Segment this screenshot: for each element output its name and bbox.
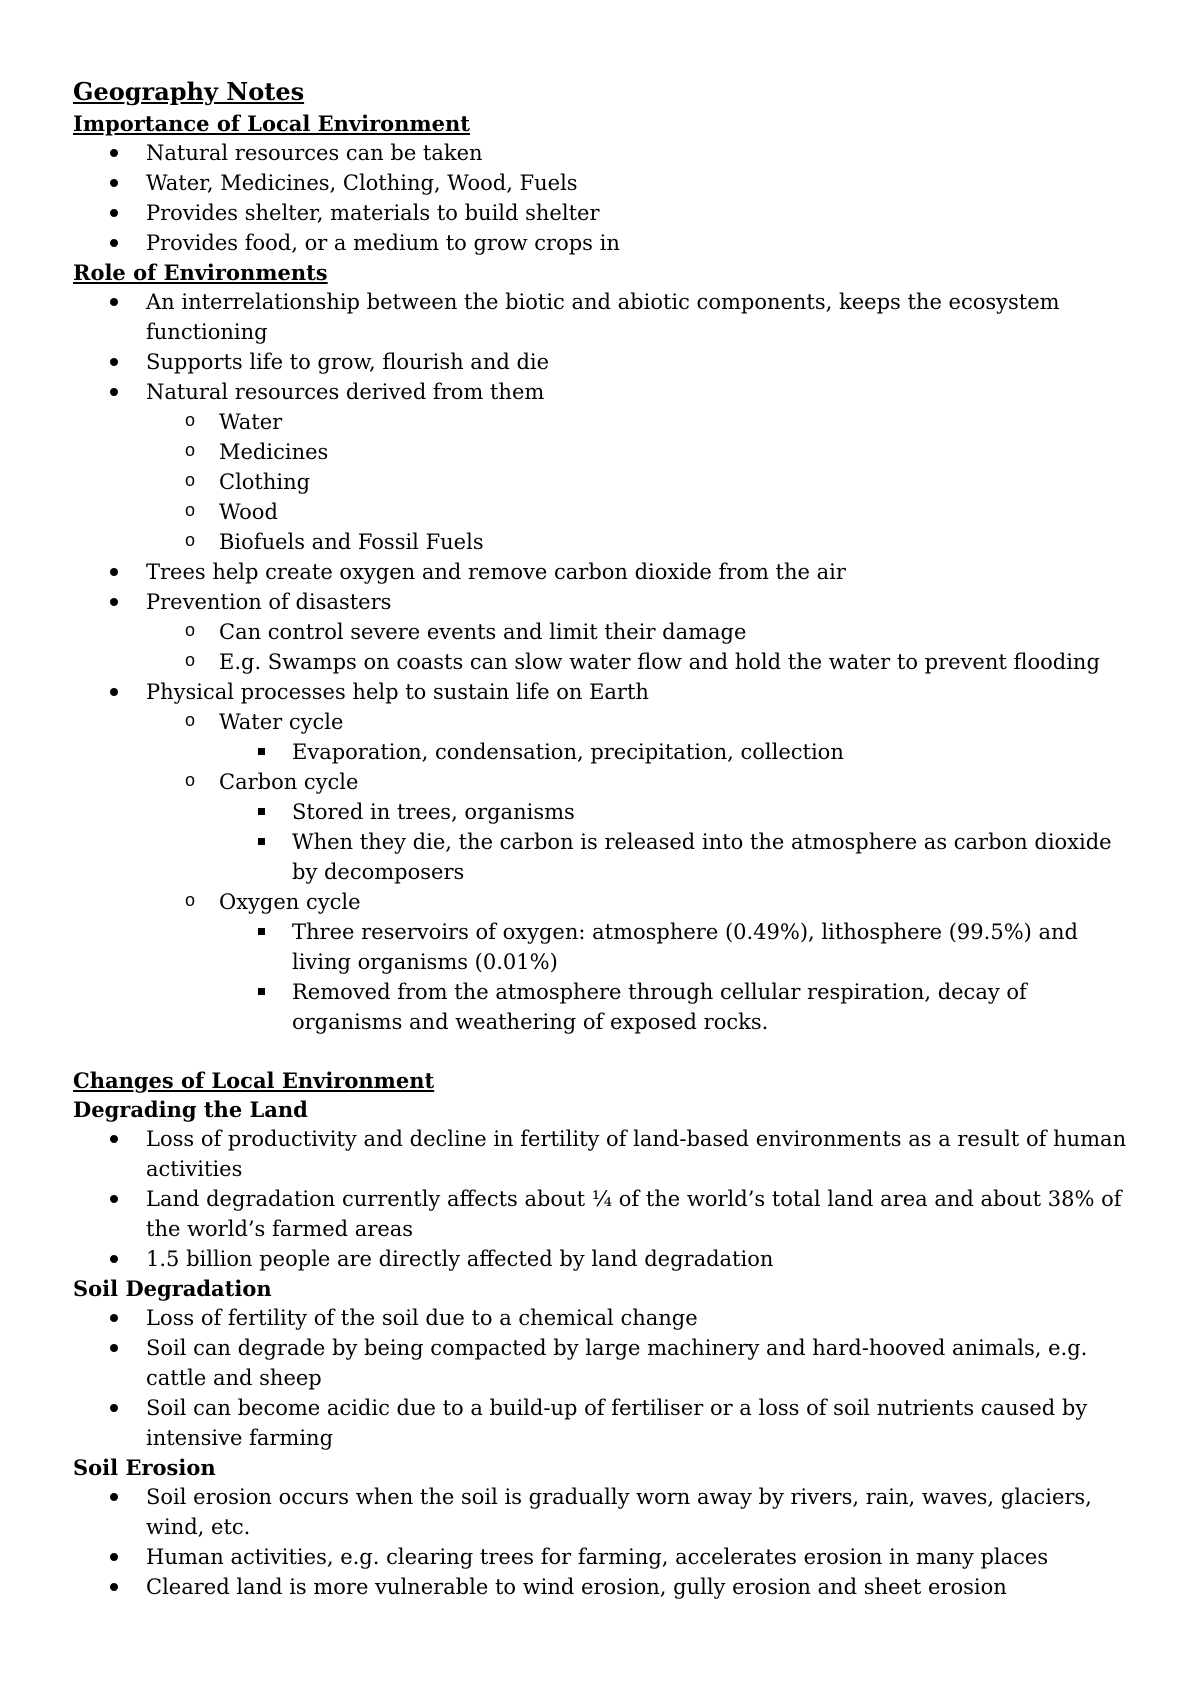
list-item: Soil can become acidic due to a build-up of fertiliser or a loss of soil nutrients caused by intensive farming (73, 1393, 1140, 1453)
spacer (73, 1037, 1140, 1066)
section-heading-importance: Importance of Local Environment (73, 111, 470, 136)
degrading-list (73, 1124, 1140, 1274)
list-item: An interrelationship between the biotic and abiotic components, keeps the ecosystem functioning (73, 287, 1140, 347)
sub-list-item: o Oxygen cycle (73, 887, 1140, 917)
section-heading-changes: Changes of Local Environment (73, 1068, 435, 1093)
list-item: Loss of fertility of the soil due to a chemical change (73, 1303, 1140, 1333)
sub-list-item: o E.g. Swamps on coasts can slow water flow and hold the water to prevent flooding (73, 647, 1140, 677)
sub-list-item: o Water cycle (73, 707, 1140, 737)
list-item: Natural resources derived from them (73, 377, 1140, 407)
page-title: Geography Notes (73, 77, 305, 106)
list-item: Human activities, e.g. clearing trees for farming, accelerates erosion in many places (73, 1542, 1140, 1572)
sub-list-item: o Biofuels and Fossil Fuels (73, 527, 1140, 557)
soil-erosion-list (73, 1482, 1140, 1602)
soil-degradation-list (73, 1303, 1140, 1453)
list-item: Natural resources can be taken (73, 138, 1140, 168)
sub-list-item: o Clothing (73, 467, 1140, 497)
list-item: Cleared land is more vulnerable to wind erosion, gully erosion and sheet erosion (73, 1572, 1140, 1602)
sub-sub-list-item: Removed from the atmosphere through cellular respiration, decay of organisms and weathering of exposed rocks. (73, 977, 1140, 1037)
sub-list-item: o Wood (73, 497, 1140, 527)
sub-list-item: o Carbon cycle (73, 767, 1140, 797)
subheading-soil-erosion: Soil Erosion (73, 1455, 216, 1480)
sub-sub-list-item: Evaporation, condensation, precipitation, collection (73, 737, 1140, 767)
list-item: 1.5 billion people are directly affected by land degradation (73, 1244, 1140, 1274)
list-item: Supports life to grow, flourish and die (73, 347, 1140, 377)
list-item: Physical processes help to sustain life on Earth (73, 677, 1140, 707)
sub-sub-list-item: Stored in trees, organisms (73, 797, 1140, 827)
list-item: Trees help create oxygen and remove carbon dioxide from the air (73, 557, 1140, 587)
sub-list-item: o Medicines (73, 437, 1140, 467)
list-item: Water, Medicines, Clothing, Wood, Fuels (73, 168, 1140, 198)
list-item: Provides food, or a medium to grow crops in (73, 228, 1140, 258)
list-item: Provides shelter, materials to build shelter (73, 198, 1140, 228)
sub-sub-list-item: When they die, the carbon is released into the atmosphere as carbon dioxide by decomposers (73, 827, 1140, 887)
subheading-soil-degradation: Soil Degradation (73, 1276, 272, 1301)
role-list (73, 287, 1140, 1037)
sub-list-item: o Water (73, 407, 1140, 437)
sub-sub-list-item: Three reservoirs of oxygen: atmosphere (0.49%), lithosphere (99.5%) and living organisms (0.01%) (73, 917, 1140, 977)
list-item: Prevention of disasters (73, 587, 1140, 617)
importance-list (73, 138, 1140, 258)
list-item: Land degradation currently affects about ¼ of the world’s total land area and about 38% of the world’s farmed areas (73, 1184, 1140, 1244)
section-heading-role: Role of Environments (73, 260, 328, 285)
subheading-degrading-land: Degrading the Land (73, 1097, 308, 1122)
list-item: Soil erosion occurs when the soil is gradually worn away by rivers, rain, waves, glaciers, wind, etc. (73, 1482, 1140, 1542)
list-item: Loss of productivity and decline in fertility of land-based environments as a result of human activities (73, 1124, 1140, 1184)
sub-list-item: o Can control severe events and limit their damage (73, 617, 1140, 647)
list-item: Soil can degrade by being compacted by large machinery and hard-hooved animals, e.g. cattle and sheep (73, 1333, 1140, 1393)
